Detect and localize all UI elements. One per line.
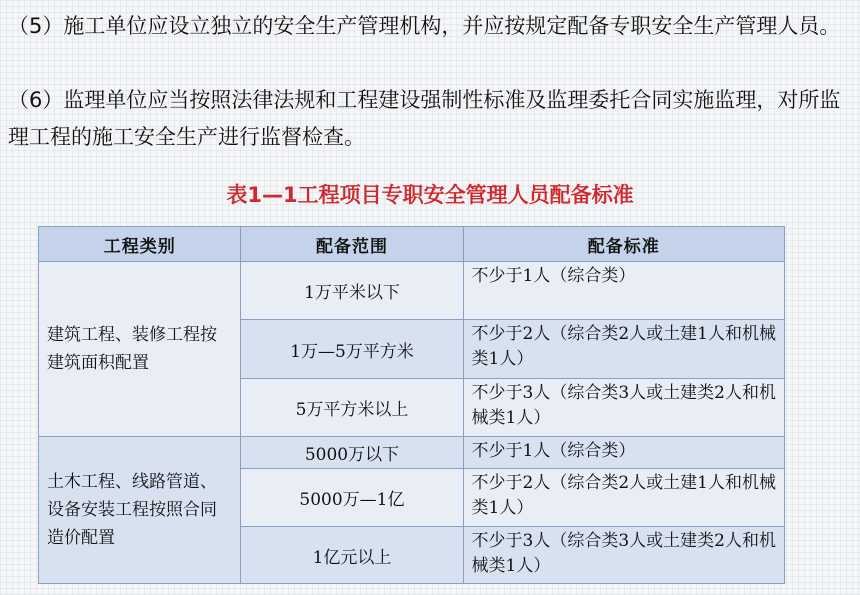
table-row bbox=[39, 262, 785, 320]
header-standard: 配备标准 bbox=[463, 227, 785, 262]
standard-cell: 不少于1人（综合类） bbox=[463, 262, 785, 320]
paragraph-6: （6）监理单位应当按照法律法规和工程建设强制性标准及监理委托合同实施监理，对所监理工程的施工安全生产进行监督检查。 bbox=[8, 88, 841, 149]
range-cell: 1万平米以下 bbox=[241, 262, 463, 320]
standard-cell: 不少于2人（综合类2人或土建1人和机械类1人） bbox=[463, 320, 785, 379]
range-cell: 1亿元以上 bbox=[241, 527, 463, 584]
standard-cell: 不少于1人（综合类） bbox=[463, 437, 785, 469]
paragraph-5: （5）施工单位应设立独立的安全生产管理机构，并应按规定配备专职安全生产管理人员。 bbox=[8, 14, 841, 38]
range-cell: 5000万以下 bbox=[241, 437, 463, 469]
staffing-standard-table bbox=[38, 226, 785, 584]
standard-cell: 不少于3人（综合类3人或土建类2人和机械类1人） bbox=[463, 379, 785, 437]
table-row bbox=[39, 437, 785, 469]
range-cell: 1万—5万平方米 bbox=[241, 320, 463, 379]
header-range: 配备范围 bbox=[241, 227, 463, 262]
header-project-category: 工程类别 bbox=[39, 227, 241, 262]
category-cell: 土木工程、线路管道、设备安装工程按照合同造价配置 bbox=[39, 437, 241, 584]
standard-cell: 不少于3人（综合类3人或土建类2人和机械类1人） bbox=[463, 527, 785, 584]
range-cell: 5万平方米以上 bbox=[241, 379, 463, 437]
category-cell: 建筑工程、装修工程按建筑面积配置 bbox=[39, 262, 241, 437]
range-cell: 5000万—1亿 bbox=[241, 469, 463, 527]
table-header-row bbox=[39, 227, 785, 262]
table-caption: 表1—1工程项目专职安全管理人员配备标准 bbox=[226, 183, 634, 207]
standard-cell: 不少于2人（综合类2人或土建1人和机械类1人） bbox=[463, 469, 785, 527]
